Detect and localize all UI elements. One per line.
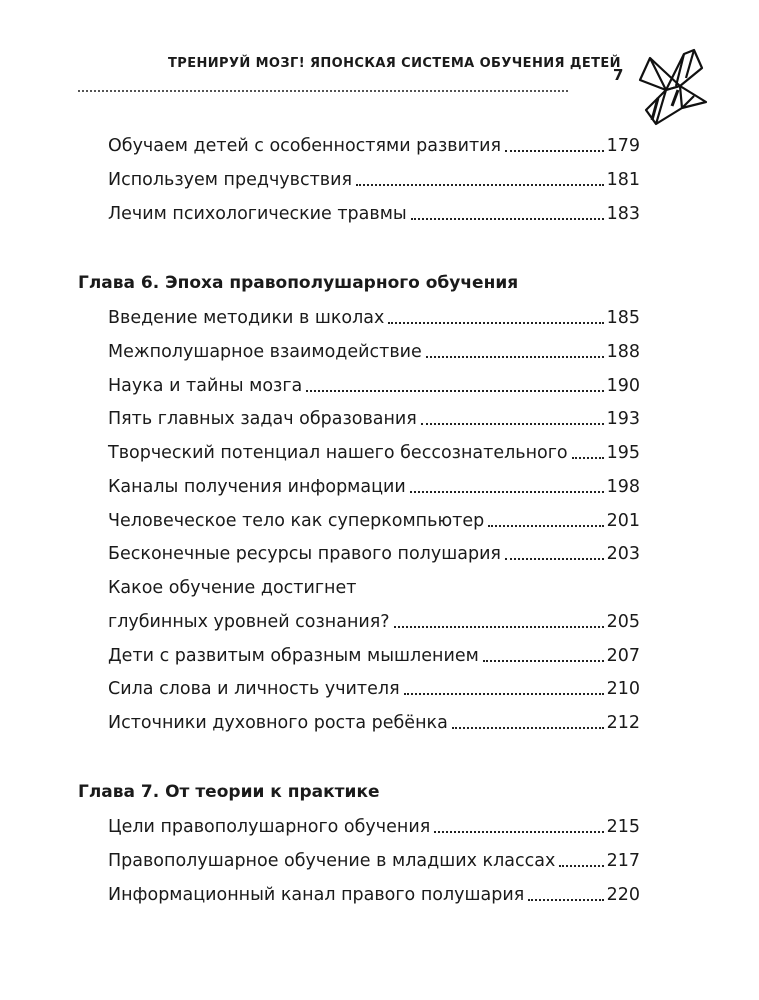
toc-entry-title: Каналы получения информации [108,477,406,497]
dot-leader [426,356,604,358]
toc-entry-page: 179 [606,136,640,156]
toc-entry [108,374,640,398]
header-dotted-rule [78,90,568,92]
toc-entry-page: 183 [606,204,640,224]
dot-leader [404,693,604,695]
chapter-heading: Глава 6. Эпоха правополушарного обучения [78,273,519,293]
toc-entry [108,407,640,431]
dot-leader [411,218,604,220]
toc-entry-continued [108,576,640,600]
toc-entry-page: 185 [606,308,640,328]
toc-entry-page: 205 [606,612,640,632]
dot-leader [410,491,604,493]
toc-entry [108,542,640,566]
toc-entry-title: Какое обучение достигнет [108,578,357,598]
toc-entry [108,711,640,735]
toc-entry-title: Творческий потенциал нашего бессознательного [108,443,568,463]
toc-entry-title: Лечим психологические травмы [108,204,407,224]
toc-entry-title: Используем предчувствия [108,170,353,190]
toc-entry-page: 210 [606,679,640,699]
dot-leader [394,626,604,628]
toc-entry [108,202,640,226]
dot-leader [483,660,604,662]
toc-entry-title: Введение методики в школах [108,308,385,328]
toc-entry-title: Информационный канал правого полушария [108,885,525,905]
toc-entry-page: 217 [606,851,640,871]
toc-entry-page: 201 [606,511,640,531]
toc-entry-title: Сила слова и личность учителя [108,679,400,699]
toc-entry [108,883,640,907]
toc-entry [108,849,640,873]
dot-leader [388,322,603,324]
dot-leader [306,390,603,392]
toc-entry-title: Источники духовного роста ребёнка [108,713,448,733]
toc-entry-title: Обучаем детей с особенностями развития [108,136,502,156]
toc-entry [108,815,640,839]
toc-entry [108,441,640,465]
toc-entry [108,677,640,701]
dot-leader [505,150,604,152]
toc-entry-title: Правополушарное обучение в младших классах [108,851,556,871]
chapter-heading: Глава 7. От теории к практике [78,782,380,802]
toc-entry-page: 198 [606,477,640,497]
toc-entry-page: 181 [606,170,640,190]
toc-entry-title: глубинных уровней сознания? [108,612,390,632]
dot-leader [434,831,603,833]
toc-entry [108,644,640,668]
toc-entry-title: Пять главных задач образования [108,409,417,429]
toc-entry-page: 220 [606,885,640,905]
toc-entry-title: Человеческое тело как суперкомпьютер [108,511,485,531]
toc-entry [108,509,640,533]
dot-leader [572,457,604,459]
toc-entry [108,610,640,634]
dot-leader [452,727,604,729]
dot-leader [488,525,603,527]
origami-butterfly-icon [636,46,714,128]
dot-leader [505,558,604,560]
toc-entry-title: Дети с развитым образным мышлением [108,646,479,666]
toc-entry [108,475,640,499]
running-head: ТРЕНИРУЙ МОЗГ! ЯПОНСКАЯ СИСТЕМА ОБУЧЕНИЯ ДЕТЕЙ [168,56,621,71]
page-number: 7 [613,66,624,84]
toc-entry-page: 212 [606,713,640,733]
toc-entry-title: Бесконечные ресурсы правого полушария [108,544,501,564]
toc-entry-page: 190 [606,376,640,396]
dot-leader [559,865,603,867]
toc-entry [108,168,640,192]
dot-leader [528,899,603,901]
toc-entry-page: 215 [606,817,640,837]
toc-entry-page: 188 [606,342,640,362]
toc-entry-title: Цели правополушарного обучения [108,817,431,837]
toc-entry-title: Наука и тайны мозга [108,376,303,396]
toc-entry-title: Межполушарное взаимодействие [108,342,422,362]
toc-entry [108,306,640,330]
toc-entry-page: 203 [606,544,640,564]
toc-entry-page: 195 [606,443,640,463]
toc-entry [108,134,640,158]
toc-entry-page: 193 [606,409,640,429]
toc-entry [108,340,640,364]
toc-entry-page: 207 [606,646,640,666]
dot-leader [421,423,604,425]
dot-leader [356,184,604,186]
